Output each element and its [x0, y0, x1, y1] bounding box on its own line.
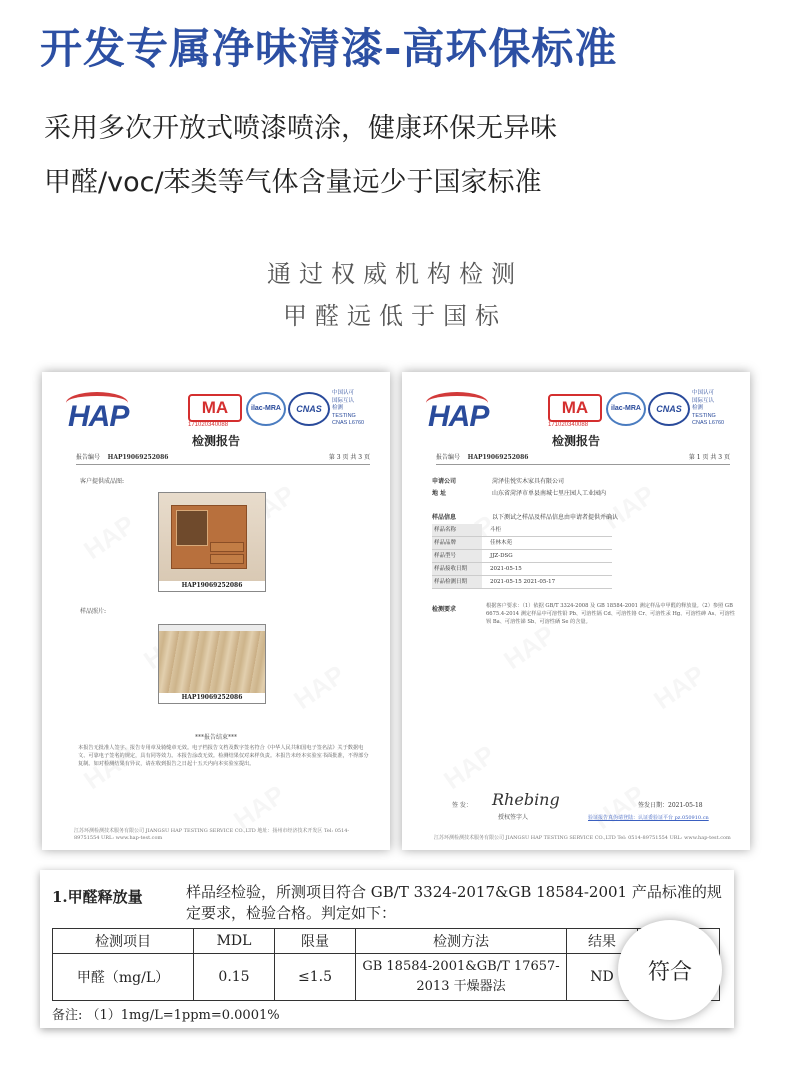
requirement-label: 检测要求: [432, 606, 457, 613]
col-header: 结果: [567, 929, 638, 954]
summary-text: 样品经检验，所测项目符合 GB/T 3324-2017&GB 18584-2001 产品标准的规定要求，检验合格。判定如下：: [186, 883, 722, 922]
photo-label-2: 样品照片:: [80, 608, 107, 615]
cma-code: 171020340088: [188, 422, 229, 428]
cell: 0.15: [194, 954, 275, 1001]
verify-link[interactable]: 验证报告真伪请登陆：认证委验证平台 pz.050910.cn: [588, 815, 709, 821]
report-meta: 报告编号 HAP19069252086 第 3 页 共 3 页: [76, 452, 370, 465]
certification-logos: [548, 390, 744, 430]
certification-logos: [188, 390, 384, 430]
cnas-text: 中国认可 国际互认 检测 TESTING CNAS L6760: [332, 390, 365, 426]
sample-info-row: 样品信息 以下测试之样品及样品信息由申请者提供并确认: [432, 514, 619, 521]
hap-logo: HAP: [428, 400, 489, 433]
report-title: 检测报告: [191, 434, 240, 448]
table-row: 样品型号 JJZ-DSG: [432, 550, 612, 563]
cell: 甲醛（mg/L）: [53, 954, 194, 1001]
address-row: 地 址 山东省菏泽市单县南城七里庄园人工业园内: [432, 490, 607, 497]
col-header: 检测项目: [53, 929, 194, 954]
photo-caption-1: HAP19069252086: [181, 582, 243, 589]
subline-1: 采用多次开放式喷漆喷涂，健康环保无异味: [44, 113, 557, 144]
ilac-mra-logo: ilac-MRA: [246, 392, 286, 426]
pass-stamp: 符合: [618, 920, 722, 1020]
sample-info-grid: [432, 524, 612, 589]
client-row: 申请公司 菏泽佳悦实木家具有限公司: [432, 478, 565, 485]
cnas-logo: CNAS: [288, 392, 330, 426]
test-report-page-3: [42, 372, 390, 850]
report-end: ***报告结束***: [194, 734, 237, 741]
table-row: 样品名称 斗柜: [432, 524, 612, 537]
sign-label: 签 发：: [452, 802, 472, 809]
center-line-1: 通过权威机构检测: [267, 260, 523, 288]
summary-label: 1.甲醛释放量: [52, 888, 143, 906]
col-header: 限量: [275, 929, 356, 954]
sample-photo-frame: [158, 624, 266, 704]
cell: ND: [567, 954, 638, 1001]
col-header: MDL: [194, 929, 275, 954]
product-photo-frame: [158, 492, 266, 592]
cnas-logo: CNAS: [648, 392, 690, 426]
cell: GB 18584-2001&GB/T 17657-2013 干燥器法: [356, 954, 567, 1001]
cma-logo: MA: [548, 394, 602, 422]
photo-caption-2: HAP19069252086: [181, 694, 243, 701]
sign-date: 签发日期：2021-05-18: [638, 802, 703, 809]
report-meta: 报告编号 HAP19069252086 第 1 页 共 3 页: [436, 452, 730, 465]
headline: 开发专属净味清漆-高环保标准: [40, 24, 618, 73]
subline-2: 甲醛/voc/苯类等气体含量远少于国家标准: [44, 167, 542, 198]
center-line-2: 甲醛远低于国标: [283, 302, 507, 330]
cma-code: 171020340088: [548, 422, 589, 428]
cnas-text: 中国认可 国际互认 检测 TESTING CNAS L6760: [692, 390, 725, 426]
signature: Rhebing: [492, 790, 560, 809]
cabinet-photo: [159, 493, 265, 581]
photo-label-1: 客户提供成品图:: [80, 478, 125, 485]
report-notes: 本报告无批准人签字、报告专用章及骑缝章无效。电子档报告文档及数字签名符合《中华人民共和国电子签名法》关于数据电文、可靠电子签名的规定，具有同等效力。本报告涂改无效。检测结果仅对来样负责。本报告未经本实验室书面批准，不得部分复制。如对检测结果有异议，请在收到报告之日起十五天内向本实验室提出。: [78, 745, 369, 767]
table-row: 样品接收日期 2021-05-15: [432, 563, 612, 576]
col-header: 检测方法: [356, 929, 567, 954]
hap-logo: HAP: [68, 400, 129, 433]
sign-role: 授权签字人: [498, 814, 529, 821]
report-footer: 江苏环测检测技术服务有限公司 JIANGSU HAP TESTING SERVICE CO.,LTD Tel: 0514-89751554 URL: www.hap-test.com: [434, 835, 731, 841]
requirement-text: 根据客户要求：（1）依据 GB/T 3324-2008 及 GB 18584-2001 测定样品中甲醛的释放量。（2）参照 GB 6675.4-2014 测定样品中可溶性铅 Pb、可溶性镉 Cd、可溶性铬 Cr、可溶性汞 Hg、可溶性砷 As、可溶性钡 Ba、可溶性锑 Sb、可溶性硒 Se 的含量。: [486, 603, 735, 625]
formaldehyde-summary: [40, 870, 734, 1028]
cma-logo: MA: [188, 394, 242, 422]
table-row: 样品检测日期 2021-05-15 2021-05-17: [432, 576, 612, 589]
ilac-mra-logo: ilac-MRA: [606, 392, 646, 426]
table-row: 样品品牌 佳林木苑: [432, 537, 612, 550]
report-footer: 江苏环测检测技术服务有限公司 JIANGSU HAP TESTING SERVICE CO.,LTD 地址：扬州市经济技术开发区 Tel: 0514-89751554 URL: www.hap-test.com: [74, 828, 350, 841]
test-report-page-1: [402, 372, 750, 850]
cell: ≤1.5: [275, 954, 356, 1001]
wood-sample-photo: [159, 625, 265, 693]
summary-note: 备注: （1）1mg/L=1ppm=0.0001%: [52, 1008, 280, 1023]
report-title: 检测报告: [551, 434, 600, 448]
table-header-row: [53, 929, 720, 954]
